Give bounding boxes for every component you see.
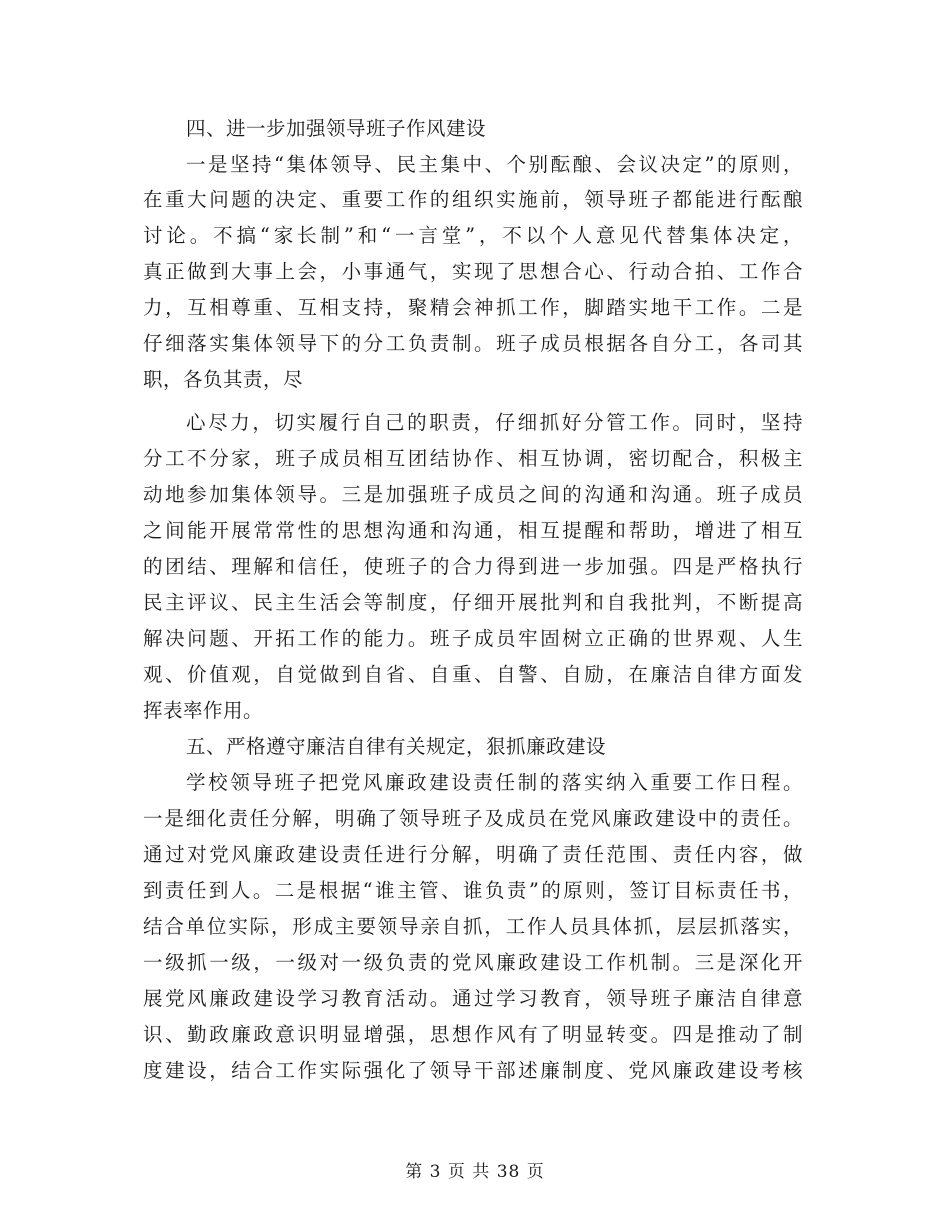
- paragraph-line: 学校领导班子把党风廉政建设责任制的落实纳入重要工作日程。: [186, 771, 803, 794]
- paragraph-line: 力，互相尊重、互相支持，聚精会神抓工作，脚踏实地干工作。二是: [143, 296, 803, 319]
- paragraph-line: 展党风廉政建设学习教育活动。通过学习教育，领导班子廉洁自律意: [143, 987, 803, 1010]
- paragraph-line: 挥表率作用。: [143, 699, 264, 722]
- paragraph-line: 一级抓一级，一级对一级负责的党风廉政建设工作机制。三是深化开: [143, 951, 803, 974]
- section-heading-5: 五、严格遵守廉洁自律有关规定，狠抓廉政建设: [186, 735, 607, 758]
- paragraph-line: 民主评议、民主生活会等制度，仔细开展批判和自我批判，不断提高: [143, 591, 803, 614]
- paragraph-line: 识、勤政廉政意识明显增强，思想作风有了明显转变。四是推动了制: [143, 1023, 803, 1046]
- paragraph-line: 在重大问题的决定、重要工作的组织实施前，领导班子都能进行酝酿: [143, 188, 803, 211]
- paragraph-line: 职，各负其责，尽: [143, 368, 304, 391]
- paragraph-line: 一是细化责任分解，明确了领导班子及成员在党风廉政建设中的责任。: [143, 807, 803, 830]
- paragraph-line: 解决问题、开拓工作的能力。班子成员牢固树立正确的世界观、人生: [143, 627, 803, 650]
- paragraph-line: 到责任到人。二是根据“谁主管、谁负责”的原则，签订目标责任书，: [143, 879, 803, 902]
- paragraph-line: 之间能开展常常性的思想沟通和沟通，相互提醒和帮助，增进了相互: [143, 519, 803, 542]
- paragraph-line: 讨论。不搞“家长制”和“一言堂”，不以个人意见代替集体决定，: [143, 224, 803, 247]
- page-number-footer: 第 3 页 共 38 页: [405, 1162, 545, 1182]
- paragraph-line: 仔细落实集体领导下的分工负责制。班子成员根据各自分工，各司其: [143, 332, 803, 355]
- paragraph-line: 的团结、理解和信任，使班子的合力得到进一步加强。四是严格执行: [143, 555, 803, 578]
- paragraph-line: 结合单位实际，形成主要领导亲自抓，工作人员具体抓，层层抓落实，: [143, 915, 803, 938]
- paragraph-line: 动地参加集体领导。三是加强班子成员之间的沟通和沟通。班子成员: [143, 483, 803, 506]
- paragraph-line: 度建设，结合工作实际强化了领导干部述廉制度、党风廉政建设考核: [143, 1059, 803, 1082]
- paragraph-line: 通过对党风廉政建设责任进行分解，明确了责任范围、责任内容，做: [143, 843, 803, 866]
- paragraph-line: 观、价值观，自觉做到自省、自重、自警、自励，在廉洁自律方面发: [143, 663, 803, 686]
- paragraph-line: 真正做到大事上会，小事通气，实现了思想合心、行动合拍、工作合: [143, 260, 803, 283]
- paragraph-line: 一是坚持“集体领导、民主集中、个别酝酿、会议决定”的原则，: [186, 153, 803, 176]
- paragraph-line: 心尽力，切实履行自己的职责，仔细抓好分管工作。同时，坚持: [186, 411, 803, 434]
- paragraph-line: 分工不分家，班子成员相互团结协作、相互协调，密切配合，积极主: [143, 447, 803, 470]
- section-heading-4: 四、进一步加强领导班子作风建设: [186, 117, 487, 140]
